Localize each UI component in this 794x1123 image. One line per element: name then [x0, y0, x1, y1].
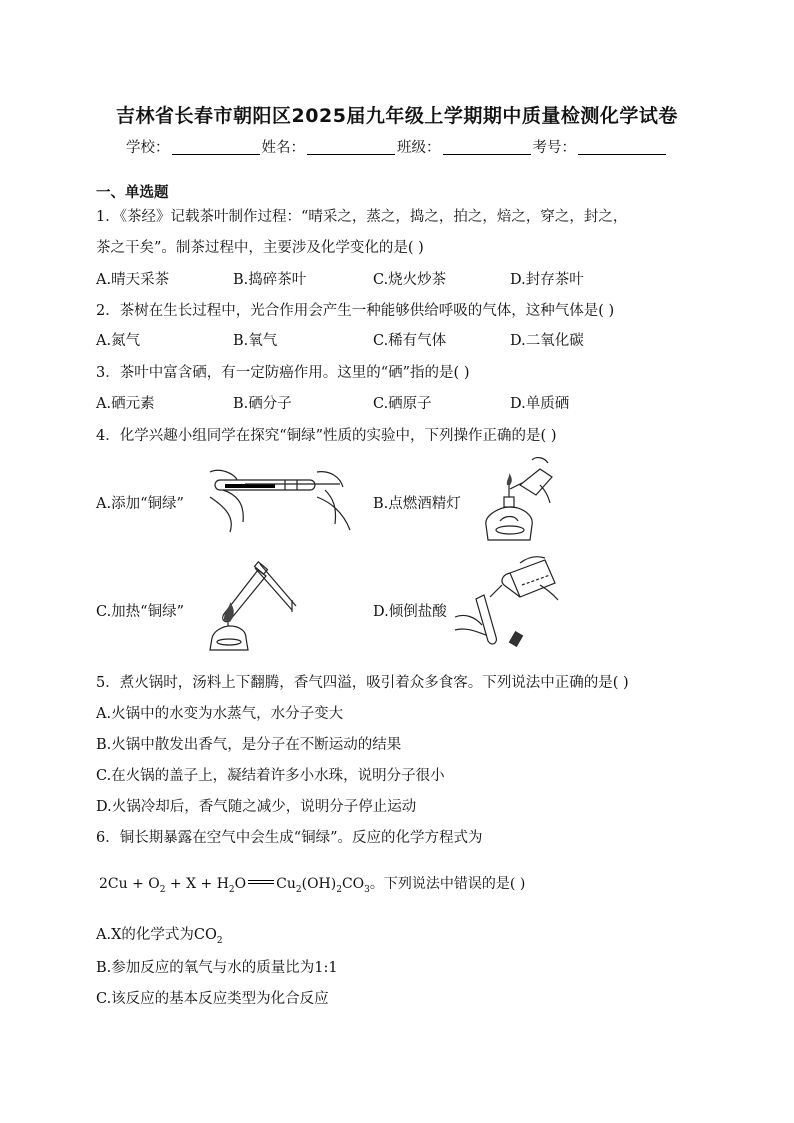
q6-option-a-text: A.X的化学式为	[96, 927, 194, 943]
school-blank	[172, 154, 260, 155]
q6-stem-suffix: 。下列说法中错误的是( )	[369, 876, 526, 892]
heating-test-tube-figure	[200, 560, 300, 655]
q1-stem-line2: 茶之干矣”。制茶过程中，主要涉及化学变化的是( )	[96, 240, 424, 256]
pouring-acid-figure	[450, 555, 560, 655]
q6-option-c: C.该反应的基本反应类型为化合反应	[96, 991, 329, 1007]
q3-option-d: D.单质硒	[510, 396, 570, 412]
student-info-row	[0, 136, 794, 157]
section-heading: 一、单选题	[96, 185, 169, 201]
q2-option-a: A.氮气	[96, 333, 141, 349]
class-label: 班级：	[397, 140, 441, 156]
alcohol-lamp-lighting-figure	[470, 455, 560, 545]
q1-option-a: A.晴天采茶	[96, 272, 170, 288]
exam-no-label: 考号：	[532, 140, 576, 156]
page-title: 吉林省长春市朝阳区2025届九年级上学期期中质量检测化学试卷	[116, 105, 678, 127]
q2-stem: 2．茶树在生长过程中，光合作用会产生一种能够供给呼吸的气体，这种气体是( )	[96, 303, 615, 319]
q6-option-a	[96, 923, 223, 946]
q4-stem: 4．化学兴趣小组同学在探究“铜绿”性质的实验中，下列操作正确的是( )	[96, 428, 557, 444]
q3-option-c: C.硒原子	[373, 396, 432, 412]
q5-option-d: D.火锅冷却后，香气随之减少，说明分子停止运动	[96, 799, 417, 815]
name-blank	[307, 154, 395, 155]
q3-option-b: B.硒分子	[233, 396, 292, 412]
q5-option-b: B.火锅中散发出香气，是分子在不断运动的结果	[96, 737, 402, 753]
chemical-equation	[99, 873, 525, 895]
q1-option-c: C.烧火炒茶	[373, 272, 447, 288]
co2-formula: $CO_2$	[193, 927, 223, 946]
q6-option-b: B.参加反应的氧气与水的质量比为1:1	[96, 960, 338, 976]
q4-option-c: C.加热“铜绿”	[96, 604, 185, 620]
q5-option-a: A.火锅中的水变为水蒸气，水分子变大	[96, 706, 344, 722]
q1-option-b: B.捣碎茶叶	[233, 272, 307, 288]
q4-option-b: B.点燃酒精灯	[373, 496, 461, 512]
q3-option-a: A.硒元素	[96, 396, 155, 412]
school-label: 学校：	[126, 140, 170, 156]
q2-option-d: D.二氧化碳	[510, 333, 584, 349]
test-tube-adding-powder-figure	[205, 462, 355, 534]
exam-no-blank	[578, 154, 666, 155]
q5-option-c: C.在火锅的盖子上，凝结着许多小水珠，说明分子很小	[96, 768, 445, 784]
q4-option-d: D.倾倒盐酸	[373, 604, 447, 620]
q1-stem-line1: 1．《茶经》记载茶叶制作过程：“晴采之，蒸之，捣之，拍之，焙之，穿之，封之，	[96, 209, 628, 225]
equation-formula: $2Cu + O_2 + X + H_2O$ $Cu_2(OH)_2CO_3$	[99, 876, 370, 895]
q5-stem: 5．煮火锅时，汤料上下翻腾，香气四溢，吸引着众多食客。下列说法中正确的是( )	[96, 675, 629, 691]
co2-text: CO	[193, 927, 217, 943]
q4-option-a: A.添加“铜绿”	[96, 496, 184, 512]
q3-stem: 3．茶叶中富含硒，有一定防癌作用。这里的“硒”指的是( )	[96, 365, 470, 381]
q1-option-d: D.封存茶叶	[510, 272, 584, 288]
class-blank	[443, 154, 531, 155]
q2-option-c: C.稀有气体	[373, 333, 447, 349]
name-label: 姓名：	[261, 140, 305, 156]
q6-stem: 6．铜长期暴露在空气中会生成“铜绿”。反应的化学方程式为	[96, 830, 483, 846]
q2-option-b: B.氧气	[233, 333, 278, 349]
